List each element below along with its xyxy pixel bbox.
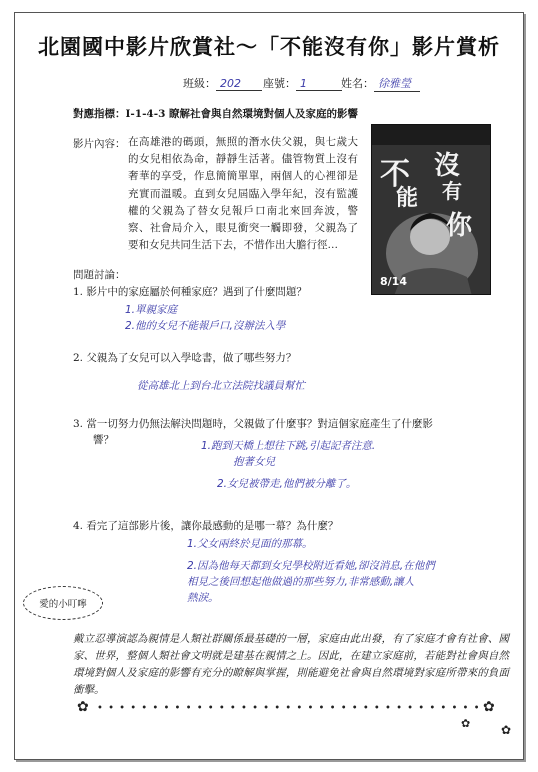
name-field [341,75,420,92]
question-3-line-2: 響？ [93,434,114,446]
content-label: 影片內容： [73,138,126,150]
flower-icon-right: ✿ [483,699,495,715]
poster-title-2: 能 [396,186,419,211]
question-2: 2. 父親為了女兒可以入學唸書，做了哪些努力？ [73,352,297,364]
movie-poster [371,124,491,295]
answer-4-line-3: 相見之後回想起他做過的那些努力,非常感動,讓人 [187,576,415,588]
small-flower-icon: ✿ [461,717,471,730]
dot-divider: • • • • • • • • • • • • • • • • • • • • • • • • • • • • • • • • • • • [97,703,481,714]
class-value: 202 [216,77,262,91]
answer-1-line-2: 2.他的女兒不能報戶口,沒辦法入學 [125,320,286,332]
answer-2-line-1: 從高雄北上到台北立法院找議員幫忙 [137,380,305,392]
answer-1-line-1: 1.單親家庭 [125,304,178,316]
answer-4-line-2: 2.因為他每天都到女兒學校附近看她,卻沒消息,在他們 [187,560,435,572]
seat-value: 1 [296,77,342,91]
answer-3-line-1b: 抱著女兒 [233,456,275,468]
poster-title-3: 沒 [434,151,461,181]
poster-title-1: 不 [380,157,410,192]
small-flower-icon-2: ✿ [501,723,512,737]
answer-3-line-2: 2.女兒被帶走,他們被分離了。 [217,478,357,490]
answer-4-line-1: 1.父女兩終於見面的那幕。 [187,538,313,550]
name-label: 姓名： [341,77,374,90]
question-4: 4. 看完了這部影片後，讓你最感動的是哪一幕？為什麼？ [73,520,339,532]
reminder-bubble [23,586,103,620]
class-label: 班級： [183,77,216,90]
answer-3-line-1: 1.跑到天橋上想往下跳,引起記者注意. [201,440,376,452]
class-field [183,75,262,91]
page-title: 北園國中影片欣賞社～「不能沒有你」影片賞析 [38,34,500,59]
question-3-line-1: 3. 當一切努力仍無法解決問題時，父親做了什麼事？對這個家庭產生了什麼影 [73,418,433,430]
reminder-bubble-text: 愛的小叮嚀 [39,599,87,610]
poster-title-4: 有 [442,179,462,203]
seat-field [263,75,342,91]
content-text: 在高雄港的碼頭，無照的潛水伕父親，與七歲大的女兒相依為命，靜靜生活著。儘管物質上沒有奢華的享受，作息簡簡單單，兩個人的心裡卻是充實而溫暖。直到女兒屆臨入學年紀，沒有監護權的父親為了替女兒報戶口南北來回奔波，警察、社會局介入，眼見衝突一觸即發，父親為了要和女兒共同生活下去，不惜作出大膽行徑… [128,136,358,252]
seat-label: 座號： [263,77,296,90]
answer-4-line-4: 熱淚。 [187,592,219,604]
summary-text: 戴立忍導演認為親情是人類社群關係最基礎的一層，家庭由此出發，有了家庭才會有社會、國家、世界，整個人類社會文明就是建基在親情之上。因此，在建立家庭前，若能對社會與自然環境對個人及家庭的影響有充分的瞭解與掌握，則能避免社會與自然環境對家庭所帶來的負面衝擊。 [73,633,509,696]
indicator-text: 對應指標：I-1-4-3 瞭解社會與自然環境對個人及家庭的影響 [73,108,359,120]
poster-date: 8/14 [380,275,407,288]
poster-title-5: 你 [446,211,473,241]
name-value: 徐雅瑩 [374,75,420,92]
worksheet-page [14,12,524,760]
flower-icon: ✿ [77,699,89,715]
question-1: 1. 影片中的家庭屬於何種家庭？遇到了什麼問題？ [73,286,307,298]
discussion-label: 問題討論： [73,269,126,281]
